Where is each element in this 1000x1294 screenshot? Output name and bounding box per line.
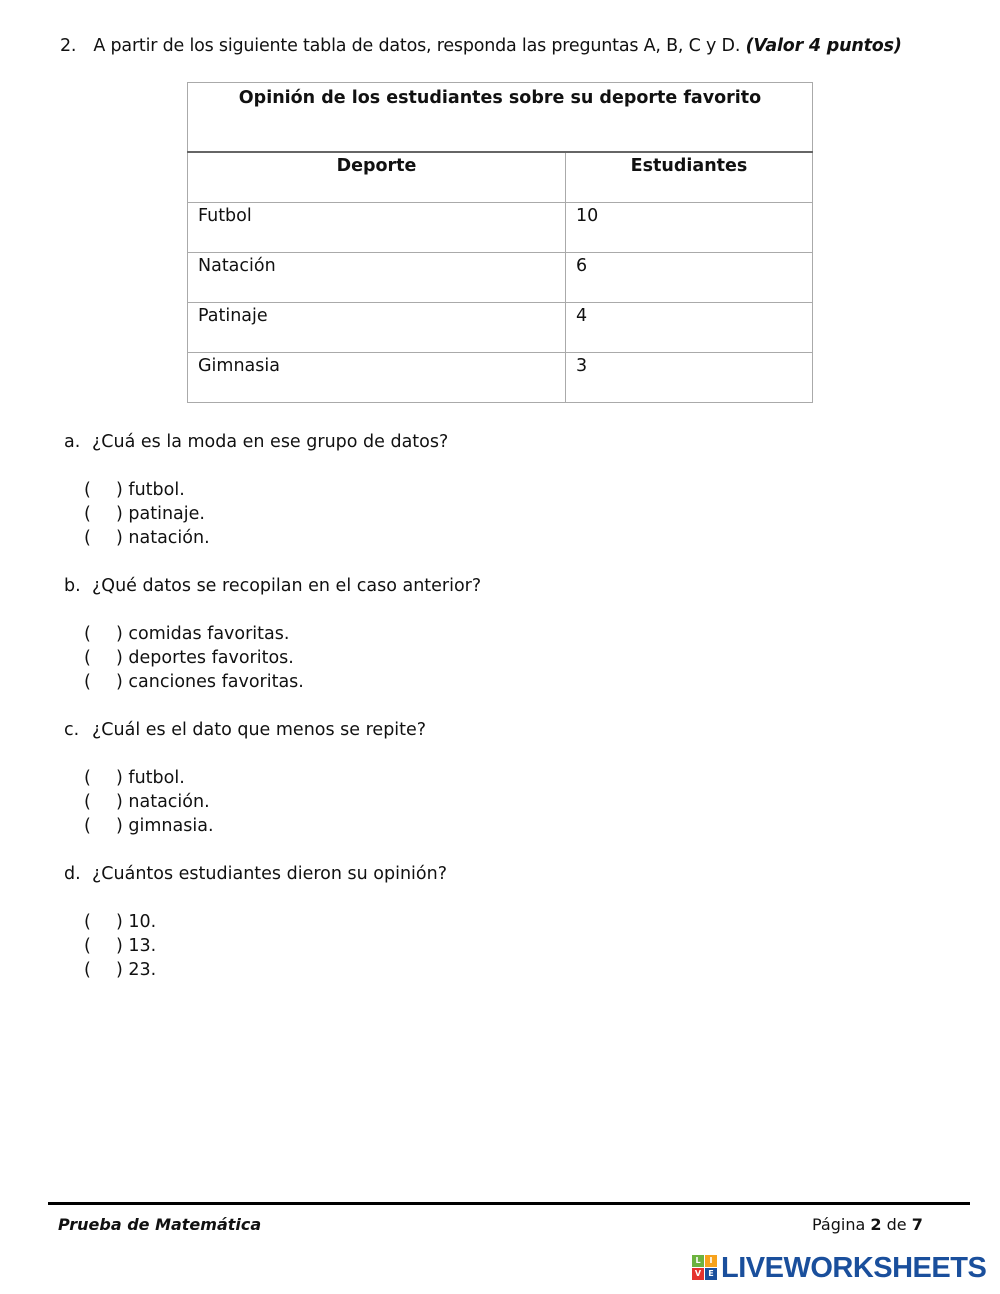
- table-header-row: [188, 152, 813, 203]
- sub-question-text: ¿Qué datos se recopilan en el caso anterior?: [92, 576, 482, 596]
- table-row: [188, 303, 813, 353]
- option-text: gimnasia.: [128, 816, 214, 836]
- question-number: 2.: [60, 36, 77, 56]
- option-text: patinaje.: [128, 504, 205, 524]
- option-text: 13.: [128, 936, 157, 956]
- option-paren[interactable]: (: [84, 528, 91, 548]
- table-cell-students: 4: [566, 303, 813, 353]
- page-total: 7: [911, 1215, 923, 1234]
- option-text: 23.: [128, 960, 157, 980]
- table-cell-sport: Natación: [188, 253, 566, 303]
- table-cell-students: 6: [566, 253, 813, 303]
- liveworksheets-wordmark: LIVEWORKSHEETS: [721, 1251, 987, 1284]
- option-d3[interactable]: ( ) 23.: [84, 960, 157, 980]
- option-b2[interactable]: ( ) deportes favoritos.: [84, 648, 294, 668]
- table-header-students: Estudiantes: [566, 152, 813, 203]
- sub-question-d: [64, 864, 447, 884]
- page-current: 2: [870, 1215, 882, 1234]
- table-cell-sport: Gimnasia: [188, 353, 566, 403]
- option-paren[interactable]: (: [84, 480, 91, 500]
- table-row: [188, 253, 813, 303]
- option-text: 10.: [128, 912, 157, 932]
- liveworksheets-logo: [692, 1252, 986, 1284]
- option-text: futbol.: [128, 480, 185, 500]
- table-row: [188, 203, 813, 253]
- option-a1[interactable]: ( ) futbol.: [84, 480, 185, 500]
- option-paren[interactable]: (: [84, 768, 91, 788]
- table-row: [188, 353, 813, 403]
- question-heading: [60, 36, 980, 56]
- option-b1[interactable]: ( ) comidas favoritas.: [84, 624, 290, 644]
- option-text: deportes favoritos.: [128, 648, 294, 668]
- option-paren[interactable]: (: [84, 648, 91, 668]
- page-of: de: [886, 1215, 907, 1234]
- table-cell-sport: Futbol: [188, 203, 566, 253]
- footer-title: Prueba de Matemática: [58, 1215, 262, 1234]
- option-text: canciones favoritas.: [128, 672, 304, 692]
- option-a3[interactable]: ( ) natación.: [84, 528, 210, 548]
- question-value: (Valor 4 puntos): [745, 36, 902, 56]
- option-text: comidas favoritas.: [128, 624, 290, 644]
- page-indicator: [812, 1215, 923, 1234]
- option-paren[interactable]: (: [84, 504, 91, 524]
- sub-question-text: ¿Cuá es la moda en ese grupo de datos?: [92, 432, 449, 452]
- option-paren[interactable]: (: [84, 624, 91, 644]
- page-label: Página: [812, 1215, 866, 1234]
- question-text: A partir de los siguiente tabla de datos, responda las preguntas A, B, C y D.: [93, 36, 741, 56]
- option-paren[interactable]: (: [84, 792, 91, 812]
- sub-question-a: [64, 432, 448, 452]
- footer-divider: [48, 1202, 970, 1205]
- sub-question-letter: d.: [64, 864, 81, 884]
- option-text: natación.: [128, 528, 210, 548]
- option-c2[interactable]: ( ) natación.: [84, 792, 210, 812]
- table-cell-students: 3: [566, 353, 813, 403]
- sub-question-text: ¿Cuál es el dato que menos se repite?: [92, 720, 427, 740]
- liveworksheets-icon: L I V E: [692, 1255, 718, 1281]
- option-text: futbol.: [128, 768, 185, 788]
- table-cell-sport: Patinaje: [188, 303, 566, 353]
- sub-question-letter: a.: [64, 432, 81, 452]
- option-a2[interactable]: ( ) patinaje.: [84, 504, 205, 524]
- sub-question-letter: b.: [64, 576, 81, 596]
- option-d2[interactable]: ( ) 13.: [84, 936, 157, 956]
- option-paren[interactable]: (: [84, 936, 91, 956]
- option-paren[interactable]: (: [84, 960, 91, 980]
- sports-table: [187, 82, 813, 403]
- option-paren[interactable]: (: [84, 912, 91, 932]
- sub-question-text: ¿Cuántos estudiantes dieron su opinión?: [92, 864, 447, 884]
- sub-question-letter: c.: [64, 720, 80, 740]
- option-paren[interactable]: (: [84, 816, 91, 836]
- sub-question-b: [64, 576, 481, 596]
- option-text: natación.: [128, 792, 210, 812]
- table-title: Opinión de los estudiantes sobre su deporte favorito: [188, 83, 813, 153]
- option-c3[interactable]: ( ) gimnasia.: [84, 816, 214, 836]
- option-paren[interactable]: (: [84, 672, 91, 692]
- option-d1[interactable]: ( ) 10.: [84, 912, 157, 932]
- sub-question-c: [64, 720, 426, 740]
- option-b3[interactable]: ( ) canciones favoritas.: [84, 672, 304, 692]
- option-c1[interactable]: ( ) futbol.: [84, 768, 185, 788]
- table-header-sport: Deporte: [188, 152, 566, 203]
- table-cell-students: 10: [566, 203, 813, 253]
